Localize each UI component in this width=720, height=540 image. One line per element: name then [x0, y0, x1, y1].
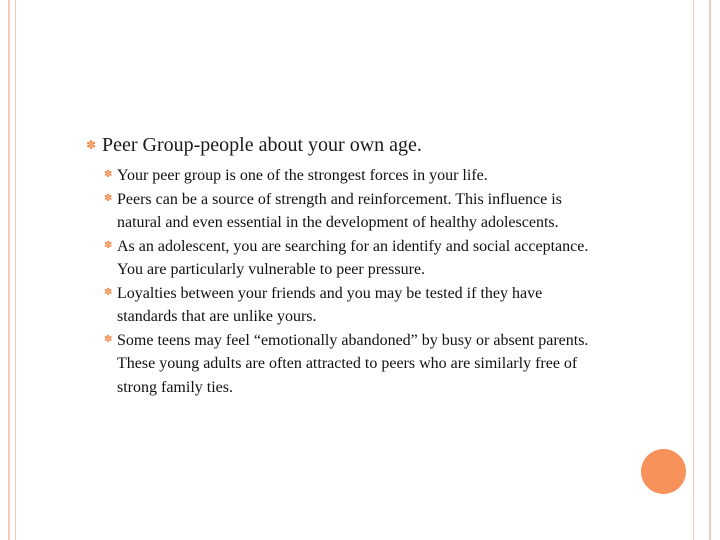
main-bullet-point [86, 133, 646, 157]
right-frame-line-outer [709, 0, 711, 540]
sub-bullet-item [104, 188, 606, 235]
left-frame-line-outer [8, 0, 10, 540]
slide-content [86, 133, 646, 399]
ornate-bullet-icon: ✽ [104, 239, 113, 251]
right-frame-line-inner [693, 0, 694, 540]
sub-bullet-text: Loyalties between your friends and you may be tested if they have standards that are unlike yours. [117, 284, 543, 325]
sub-bullet-text: Some teens may feel “emotionally abandoned” by busy or absent parents. These young adults are often attracted to peers who are similarly free of strong family ties. [117, 331, 589, 396]
ornate-bullet-icon: ✽ [104, 169, 113, 180]
ornate-bullet-icon: ✽ [86, 138, 97, 152]
sub-bullet-text: Your peer group is one of the strongest forces in your life. [117, 167, 488, 184]
sub-bullet-text: Peers can be a source of strength and reinforcement. This influence is natural and even essential in the development of healthy adolescents. [117, 190, 562, 231]
ornate-bullet-icon: ✽ [104, 286, 113, 298]
left-frame-line-inner [15, 0, 16, 540]
sub-bullet-list [86, 164, 606, 399]
sub-bullet-item [104, 164, 606, 188]
ornate-bullet-icon: ✽ [104, 333, 113, 345]
sub-bullet-text: As an adolescent, you are searching for an identify and social acceptance. You are particularly vulnerable to peer pressure. [117, 237, 589, 278]
decorative-accent-circle [641, 449, 686, 494]
ornate-bullet-icon: ✽ [104, 192, 113, 204]
sub-bullet-item [104, 329, 606, 400]
sub-bullet-item [104, 282, 606, 329]
sub-bullet-item [104, 235, 606, 282]
main-bullet-text: Peer Group-people about your own age. [102, 134, 422, 156]
